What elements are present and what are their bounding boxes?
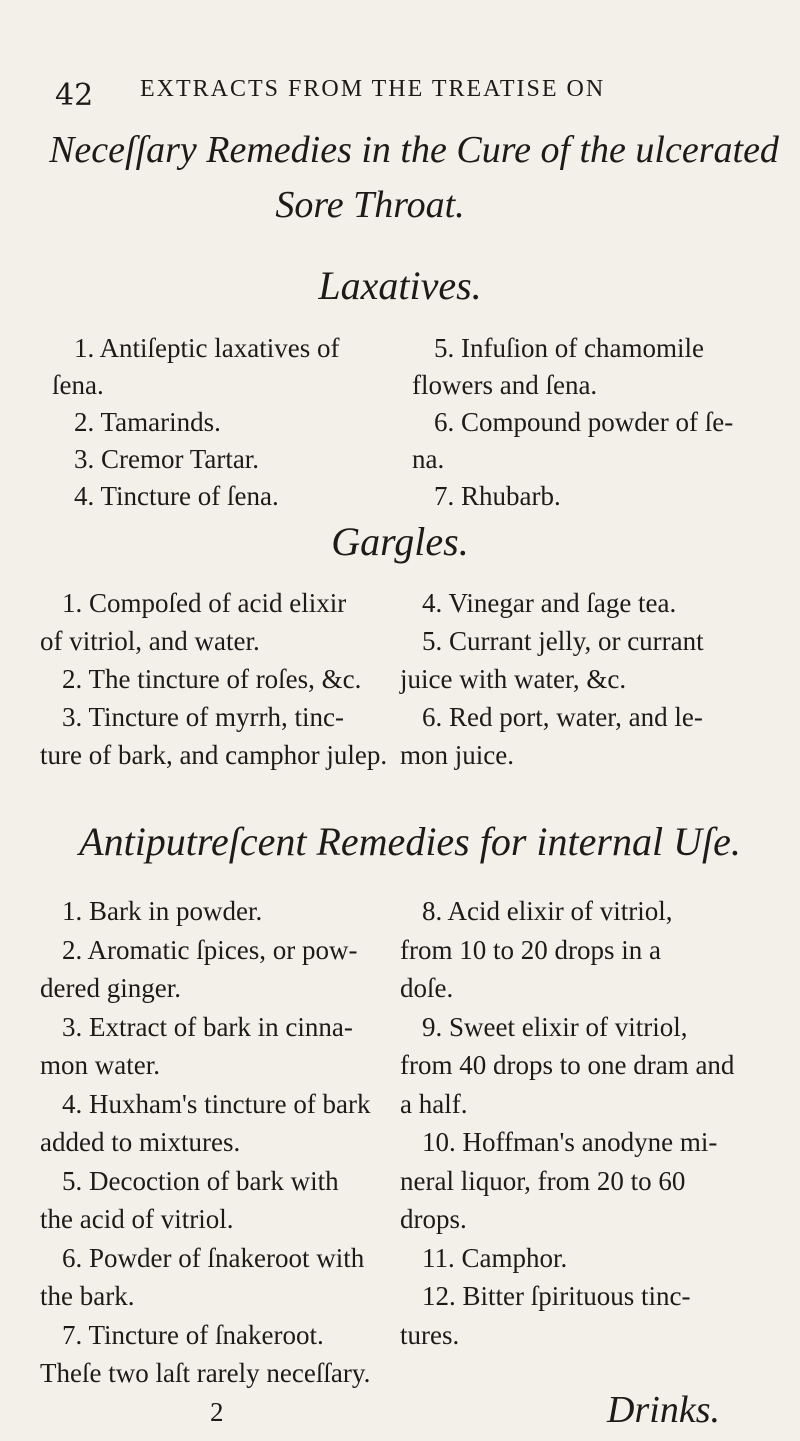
list-item: mon water. (40, 1050, 160, 1080)
list-item: neral liquor, from 20 to 60 (400, 1165, 686, 1196)
list-item: flowers and ſena. (412, 370, 598, 400)
list-item: 6. Red port, water, and le- (422, 702, 703, 732)
gargles-left-column (40, 584, 387, 774)
list-item: 1. Compoſed of acid elixir (62, 588, 347, 618)
list-item: 5. Infuſion of chamomile (434, 333, 704, 363)
antiputrescent-heading: Antiputreſcent Remedies for internal Uſe. (79, 819, 741, 864)
list-item: 2. The tincture of roſes, &c. (62, 664, 362, 694)
list-item: 3. Tincture of myrrh, tinc- (62, 702, 344, 732)
list-item: a half. (400, 1088, 468, 1119)
gargles-heading: Gargles. (331, 519, 469, 564)
antiputrescent-right-column (400, 892, 734, 1354)
list-item: 5. Decoction of bark with (62, 1165, 339, 1196)
list-item: of vitriol, and water. (40, 626, 260, 656)
list-item: 5. Currant jelly, or currant (422, 626, 704, 656)
list-item: 8. Acid elixir of vitriol, (422, 896, 673, 926)
list-item: tures. (400, 1319, 460, 1350)
page-title-line-1: Neceſſary Remedies in the Cure of the ulcerated (49, 129, 779, 171)
list-item: 4. Vinegar and ſage tea. (422, 588, 677, 618)
list-item: 9. Sweet elixir of vitriol, (422, 1011, 688, 1042)
antiputrescent-left-column (40, 892, 371, 1431)
gargles-right-column (400, 584, 704, 774)
list-item: ſena. (52, 370, 104, 400)
list-item: added to mixtures. (40, 1127, 241, 1157)
list-item: 12. Bitter ſpirituous tinc- (422, 1281, 691, 1311)
list-item: 3. Extract of bark in cinna- (62, 1011, 353, 1042)
laxatives-heading: Laxatives. (318, 263, 482, 308)
list-item: juice with water, &c. (400, 664, 627, 694)
list-item: from 40 drops to one dram and (400, 1050, 735, 1080)
list-item: dered ginger. (40, 973, 181, 1003)
list-item: 4. Huxham's tincture of bark (62, 1088, 371, 1119)
list-item: 10. Hoffman's anodyne mi- (422, 1127, 718, 1157)
list-item: 2. Tamarinds. (74, 407, 221, 437)
page-number: 42 (55, 78, 94, 113)
list-item: from 10 to 20 drops in a (400, 934, 661, 965)
laxatives-right-column (412, 330, 733, 515)
list-item: 6. Compound powder of ſe- (434, 407, 734, 437)
list-item: the acid of vitriol. (40, 1204, 234, 1234)
list-item: 3. Cremor Tartar. (74, 444, 260, 474)
list-item: 11. Camphor. (422, 1242, 568, 1273)
list-item: doſe. (400, 973, 454, 1003)
list-item: mon juice. (400, 740, 514, 770)
catchword: Drinks. (607, 1389, 720, 1431)
laxatives-left-column (52, 330, 339, 515)
list-item: 4. Tincture of ſena. (74, 481, 279, 511)
page-title-line-2: Sore Throat. (275, 184, 465, 226)
list-item: drops. (400, 1204, 467, 1234)
list-item: 2. Aromatic ſpices, or pow- (62, 934, 358, 965)
list-item: 1. Antiſeptic laxatives of (74, 333, 340, 363)
list-item: 1. Bark in powder. (62, 896, 263, 926)
running-head: EXTRACTS FROM THE TREATISE ON (140, 76, 606, 102)
list-item: na. (412, 444, 445, 474)
list-item: 7. Rhubarb. (434, 481, 561, 511)
list-item: 7. Tincture of ſnakeroot. (62, 1319, 324, 1350)
list-item: the bark. (40, 1281, 135, 1311)
list-item: ture of bark, and camphor julep. (40, 740, 388, 770)
signature-mark: 2 (210, 1396, 224, 1427)
list-item: 6. Powder of ſnakeroot with (62, 1242, 365, 1273)
list-item: Theſe two laſt rarely neceſſary. (40, 1358, 371, 1388)
